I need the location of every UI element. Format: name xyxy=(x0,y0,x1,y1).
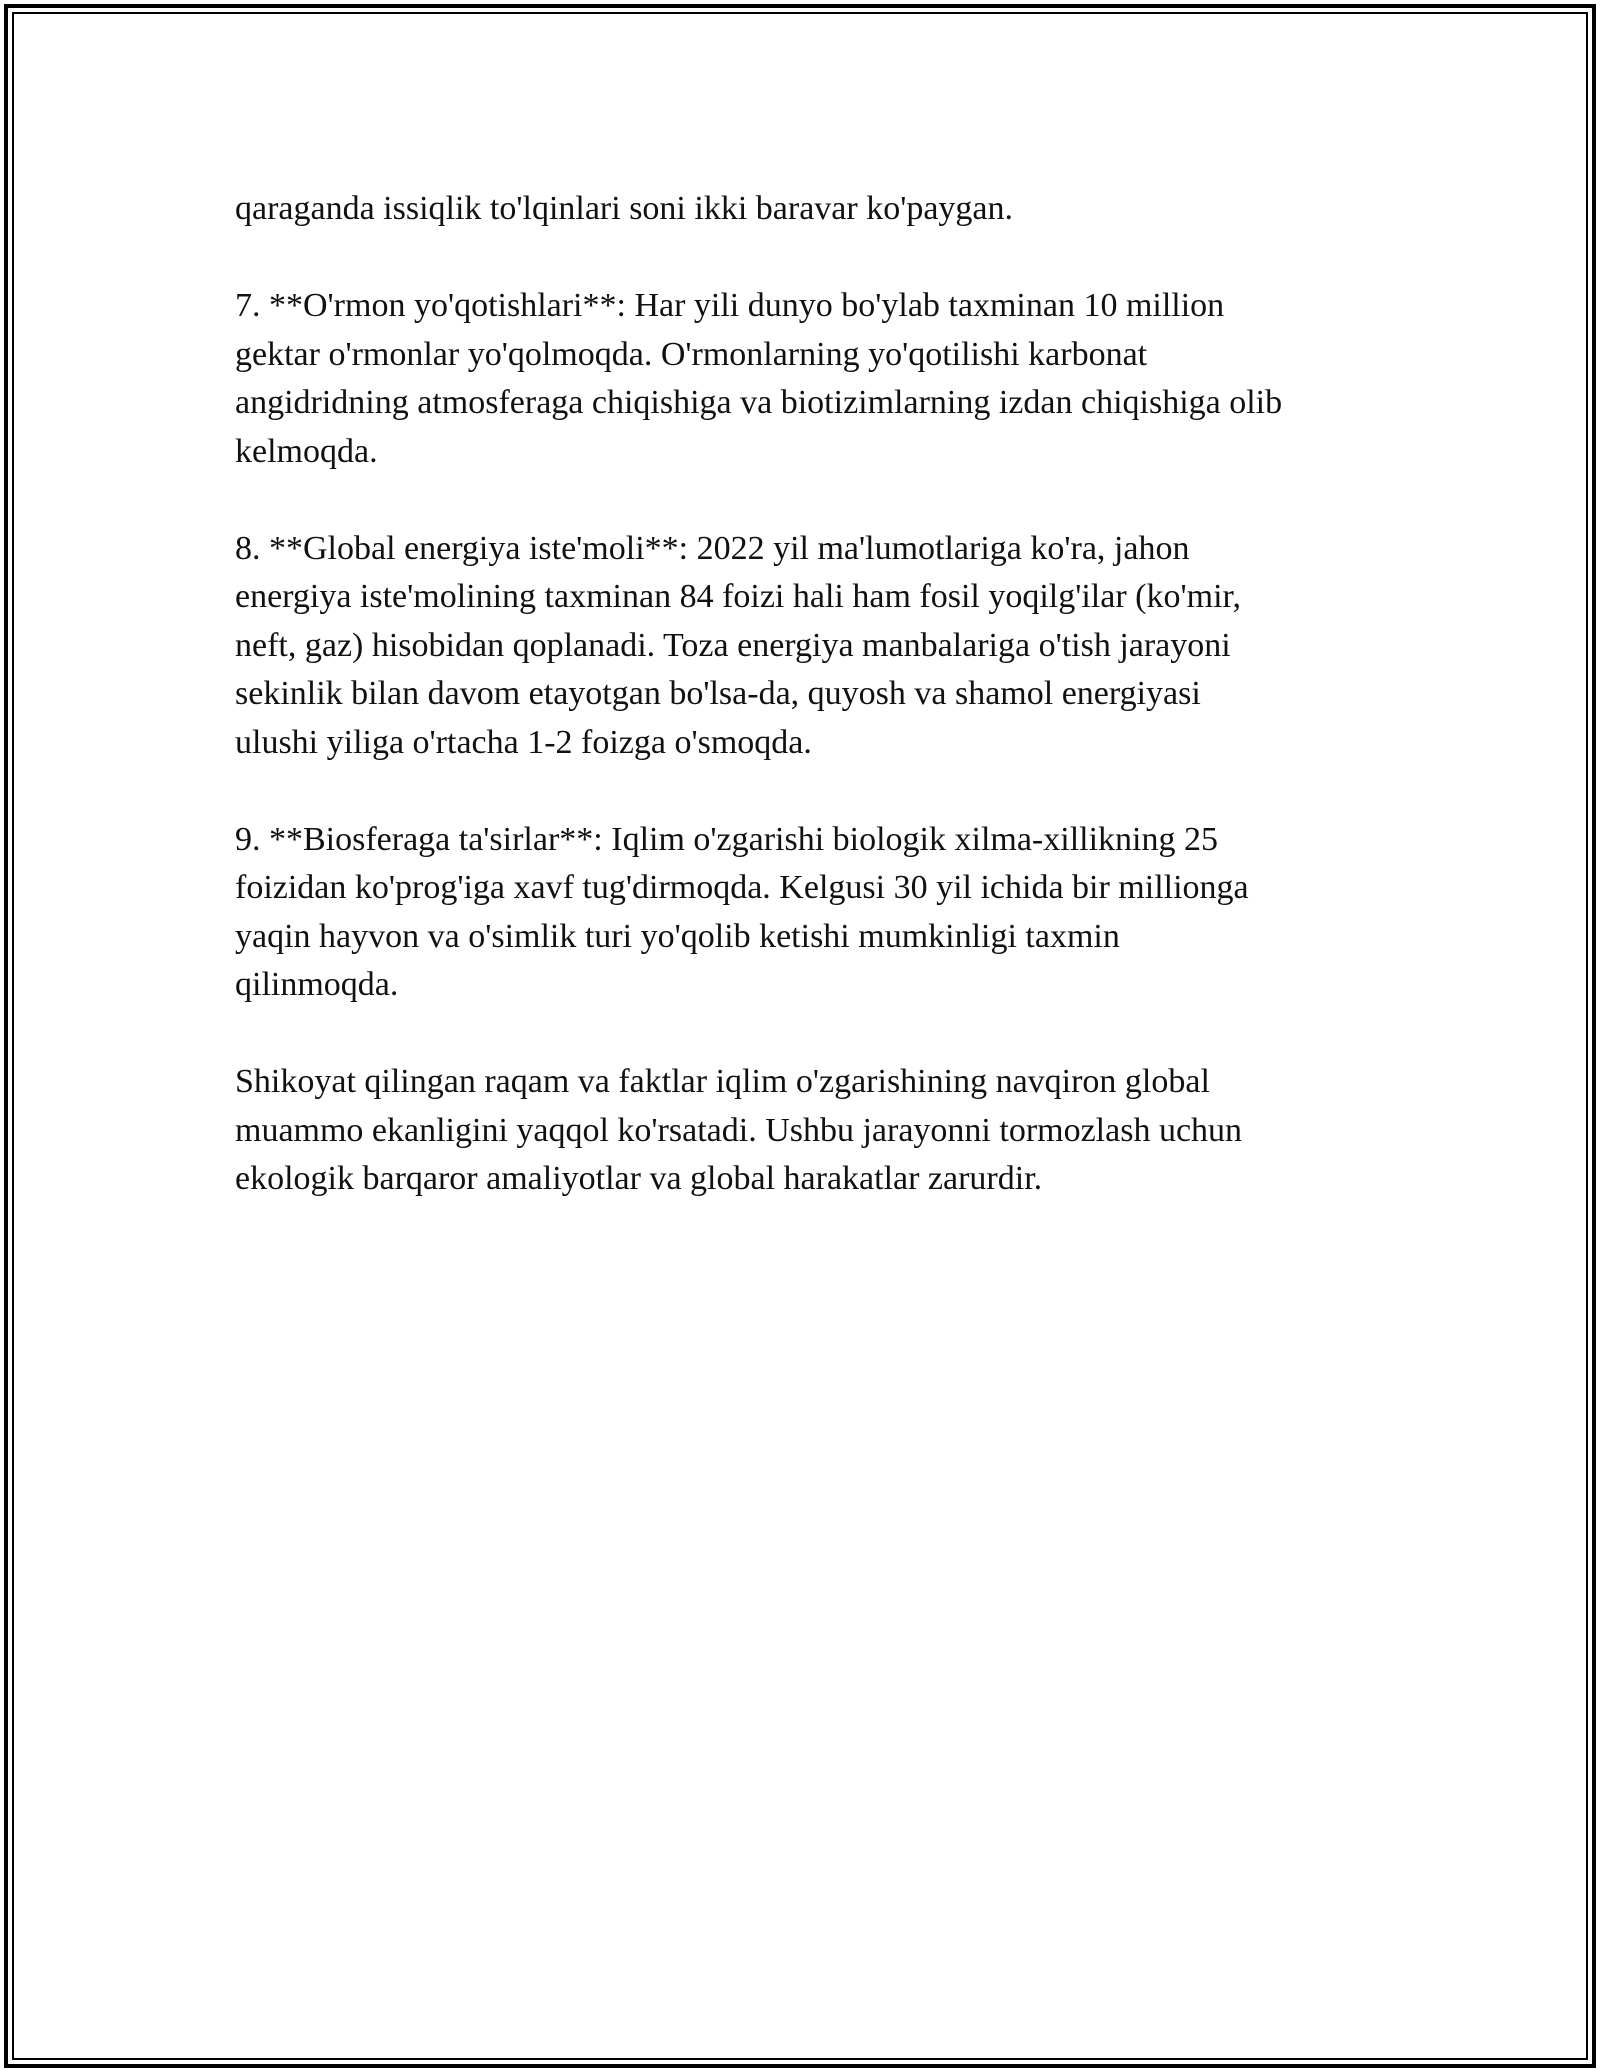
document-body xyxy=(235,185,1395,1252)
paragraph-biosphere-impacts: 9. **Biosferaga ta'sirlar**: Iqlim o'zgarishi biologik xilma-xillikning 25 foizidan ko'prog'iga xavf tug'dirmoqda. Kelgusi 30 yil ichida bir millionga yaqin hayvon va o'simlik turi yo'qolib ketishi mumkinligi taxmin qilinmoqda. xyxy=(235,820,1249,1003)
paragraph-global-energy: 8. **Global energiya iste'moli**: 2022 yil ma'lumotlariga ko'ra, jahon energiya iste'molining taxminan 84 foizi hali ham fosil yoqilg'ilar (ko'mir, neft, gaz) hisobidan qoplanadi. Toza energiya manbalariga o'tish jarayoni sekinlik bilan davom etayotgan bo'lsa-da, quyosh va shamol energiyasi ulushi yiliga o'rtacha 1-2 foizga o'smoqda. xyxy=(235,529,1241,761)
paragraph-forest-loss: 7. **O'rmon yo'qotishlari**: Har yili dunyo bo'ylab taxminan 10 million gektar o'rmonlar yo'qolmoqda. O'rmonlarning yo'qotilishi karbonat angidridning atmosferaga chiqishiga va biotizimlarning izdan chiqishiga olib kelmoqda. xyxy=(235,287,1283,470)
paragraph-continuation: qaraganda issiqlik to'lqinlari soni ikki baravar ko'paygan. xyxy=(235,190,1013,227)
paragraph-conclusion: Shikoyat qilingan raqam va faktlar iqlim o'zgarishining navqiron global muammo ekanligini yaqqol ko'rsatadi. Ushbu jarayonni tormozlash uchun ekologik barqaror amaliyotlar va global harakatlar zarurdir. xyxy=(235,1063,1243,1197)
